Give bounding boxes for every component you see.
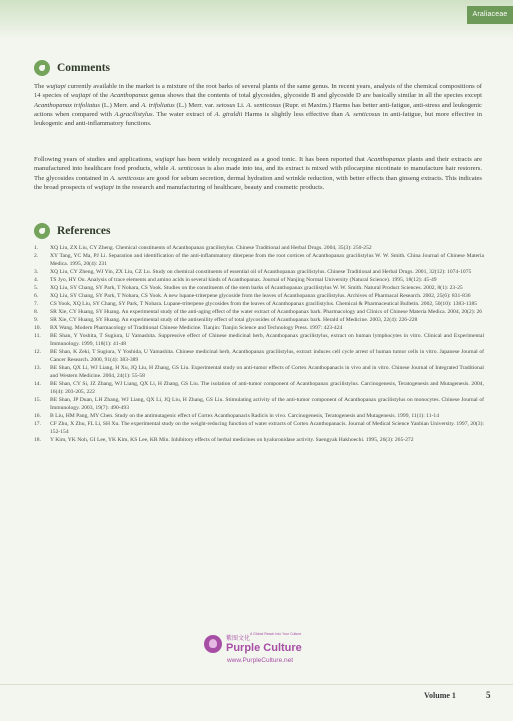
reference-item: [34, 348, 484, 364]
reference-text: BX Wang. Modern Pharmacology of Traditional Chinese Medicine. Tianjin: Tianjin Science and Technology Press. 1997: 423-424: [50, 325, 343, 331]
reference-item: [34, 436, 484, 444]
reference-text: Y Kim, YK Noh, GI Lee, YK Kim, KS Lee, KR Min. Inhibitory effects of herbal medicines on hyaluronidase activity. Saengyak Hakhoechi. 1995, 26(3): 265-272: [50, 437, 414, 443]
reference-item: [34, 324, 484, 332]
reference-item: [34, 292, 484, 300]
header-band: [0, 0, 513, 40]
reference-item: [34, 276, 484, 284]
leaf-bullet-icon: [34, 60, 50, 76]
reference-text: XY Tang, YC Ma, PJ Li. Separation and identification of the anti-inflammatory diterpene from the root cortices of Acanthopanax gracilistylus W. W. Smith. China Journal of Chinese Materia Medica. 1995, 20(4): 231: [50, 253, 484, 267]
reference-number: 17.: [34, 421, 41, 427]
reference-number: 14.: [34, 381, 41, 387]
reference-item: [34, 252, 484, 268]
comments-heading: [34, 60, 110, 76]
reference-item: [34, 396, 484, 412]
reference-text: SR Xie, CY Huang, SY Huang. An experimental study of the anti-aging effect of the water extract of Acanthopanax bark. Pharmacology and Clinics of Chinese Materia Medica. 2004, 20(2): 26: [50, 309, 483, 315]
reference-number: 18.: [34, 437, 41, 443]
reference-number: 6.: [34, 293, 39, 299]
reference-text: TS Jyo, HY Ou. Analysis of trace elements and amino acids in several kinds of Acanthopanax. Journal of Nanjing Normal University (Natural Science). 1995, 18(12): 45-49: [50, 277, 437, 283]
comments-paragraph-1: The wujiapi currently available in the market is a mixture of the root barks of several plants of the same genus. In recent years, analysis of the chemical compositions of 14 species of wujiapi of the Acanthopanax genus shows that the contents of total glycosides, glycoside B and glycoside D are basically similar in all the species except Acanthopanax trifoliatus (L.) Merr. and A. trifoliatus (L.) Merr. var. setosus Li. A. senticosus (Rupr. et Maxim.) Harms has better anti-fatigue, anti-stress and leukogenic actions when compared with A.gracilistylus. The water extract of A. giraldii Harms is slightly less effective than A. senticosus in anti-fatigue, but more effective in leukogenic and anti-inflammatory functions.: [34, 83, 483, 128]
reference-item: [34, 308, 484, 316]
watermark-chinese: 紫图文化: [226, 634, 251, 642]
reference-text: XQ Liu, ZX Liu, CY Zheng. Chemical constituents of Acanthopanax gracilistylus. Chinese Traditional and Herbal Drugs. 2004, 35(3): 250-252: [50, 245, 372, 251]
reference-text: BE Shan, CY Si, JZ Zhang, WJ Liang, QX Li, H Zhang, GS Liu. The isolation of anti-tumor component of Acanthopanax gracilistylus. Carcinogenesis, Teratogenesis and Mutagenesis. 2004, 16(4): 203-205, 222: [50, 381, 484, 395]
reference-item: [34, 300, 484, 308]
reference-text: BE Shan, QX Li, WJ Liang, H Xu, JQ Liu, H Zhang, GS Liu. Experimental study on anti-tumor effects of Cortex Acanthopanacis in vivo and in vitro. Chinese Journal of Integrated Traditional and Western Medicine. 2004, 24(1): 55-58: [50, 365, 484, 379]
watermark-url: www.PurpleCulture.net: [226, 657, 294, 664]
reference-text: SR Xie, CY Huang, SY Huang. An experimental study of the antisenility effect of total glycosides of Acanthopanax bark. Herald of Medicine. 2003, 22(4): 226-228: [50, 317, 418, 323]
reference-number: 9.: [34, 317, 39, 323]
reference-number: 2.: [34, 253, 39, 259]
reference-item: [34, 364, 484, 380]
references-heading: [34, 223, 110, 239]
references-title: References: [57, 225, 111, 237]
reference-number: 11.: [34, 333, 41, 339]
reference-number: 12.: [34, 349, 41, 355]
footer-divider: [0, 684, 513, 685]
reference-item: [34, 268, 484, 276]
reference-text: B Liu, HM Pang, MY Chen. Study on the antimutagenic effect of Cortex Acanthopanacis Radicis in vivo. Carcinogenesis, Teratogenesis and Mutagenesis. 1999, 11(1): 11-14: [50, 413, 440, 419]
reference-number: 13.: [34, 365, 41, 371]
reference-text: XQ Liu, SY Chang, SY Park, T Nohara, CS Yook. Studies on the constituents of the stem barks of Acanthopanax gracilistylus W. W. Smith. Natural Product Sciences. 2002, 8(1): 23-25: [50, 285, 463, 291]
reference-number: 5.: [34, 285, 39, 291]
leaf-bullet-icon: [34, 223, 50, 239]
watermark-logo: [204, 632, 314, 656]
reference-text: XQ Liu, CY Zheng, WJ Yin, ZX Liu, CZ Lu. Study on chemical constituents of essential oil of Acanthopanax gracilistylus. Chinese Traditional and Herbal Drugs. 2001, 32(12): 1074-1075: [50, 269, 472, 275]
reference-number: 7.: [34, 301, 39, 307]
reference-number: 15.: [34, 397, 41, 403]
page-number: 5: [486, 690, 491, 700]
purple-culture-logo-icon: [204, 635, 222, 653]
reference-number: 8.: [34, 309, 39, 315]
reference-number: 16.: [34, 413, 41, 419]
reference-text: CS Yook, XQ Liu, SY Chang, SY Park, T Nohara. Lupane-triterpene glycosides from the leaves of Acanthopanax gracilistylus. Chemical & Pharmaceutical Bulletin. 2002, 50(10): 1383-1385: [50, 301, 478, 307]
comments-title: Comments: [57, 62, 111, 74]
reference-item: [34, 284, 484, 292]
reference-number: 3.: [34, 269, 39, 275]
reference-item: [34, 420, 484, 436]
watermark-tagline: A Global Reach Into Your Culture: [250, 632, 302, 636]
reference-item: [34, 412, 484, 420]
section-tab: Araliaceae: [467, 6, 513, 24]
reference-item: [34, 244, 484, 252]
reference-text: BE Shan, K Zeki, T Sugiura, Y Yoshida, U Yamashita. Chinese medicinal herb, Acanthopanax gracilistylus, extract induces cell cycle arrest of human tumor cells in vitro. Japanese Journal of Cancer Research. 2000, 91(4): 383-389: [50, 349, 484, 363]
reference-text: CF Zhu, X Zhu, FL Li, SH Xu. The experimental study on the weight-reducing function of water extracts of Cortex Acanthopanacis. Journal of Medical Science Yanbian University. 1997, 20(3): 152-154: [50, 421, 484, 435]
reference-number: 4.: [34, 277, 39, 283]
reference-item: [34, 332, 484, 348]
reference-item: [34, 380, 484, 396]
reference-number: 1.: [34, 245, 39, 251]
reference-number: 10.: [34, 325, 41, 331]
references-list: [34, 244, 484, 444]
reference-text: BE Shan, Y Yoshita, T Sugiura, U Yamashita. Suppressive effect of Chinese medicinal herb, Acanthopanax gracilistylus, extract on human lymphocytes in vitro. Clinical and Experimental Immunology. 1999, 118(1): 41-48: [50, 333, 484, 347]
watermark-name: Purple Culture: [226, 641, 302, 654]
reference-text: XQ Liu, SY Chang, SY Park, T Nohara, CS Yook. A new lupane-triterpene glycoside from the leaves of Acanthopanax gracilistylus. Archives of Pharmacal Research. 2002, 25(6): 831-836: [50, 293, 471, 299]
reference-text: BE Shan, JP Duan, LH Zhang, WJ Liang, QX Li, JQ Liu, H Zhang, GS Liu. Stimulating activity of the anti-tumor component of Acanthopanax gracilistylus on monocytes. Chinese Journal of Immunology. 2003, 19(7): 490-493: [50, 397, 484, 411]
reference-item: [34, 316, 484, 324]
footer-volume: Volume 1: [424, 691, 456, 700]
comments-paragraph-2: Following years of studies and applications, wujiapi has been widely recognized as a good tonic. It has been reported that Acanthopanax plants and their extracts are manufactured into healthcare food products, while A. senticosus is also made into tea, and its extract is mixed with pilocarpine nicotinate to manufacture hair restorers. The glycosides contained in A. senticosus are good for sebum secretion, dermal hydration and wrinkle reduction, with better effects than ginseng extracts. This indicates the broad prospects of wujiapi in the research and manufacturing of healthcare, beauty and cosmetic products.: [34, 156, 482, 191]
